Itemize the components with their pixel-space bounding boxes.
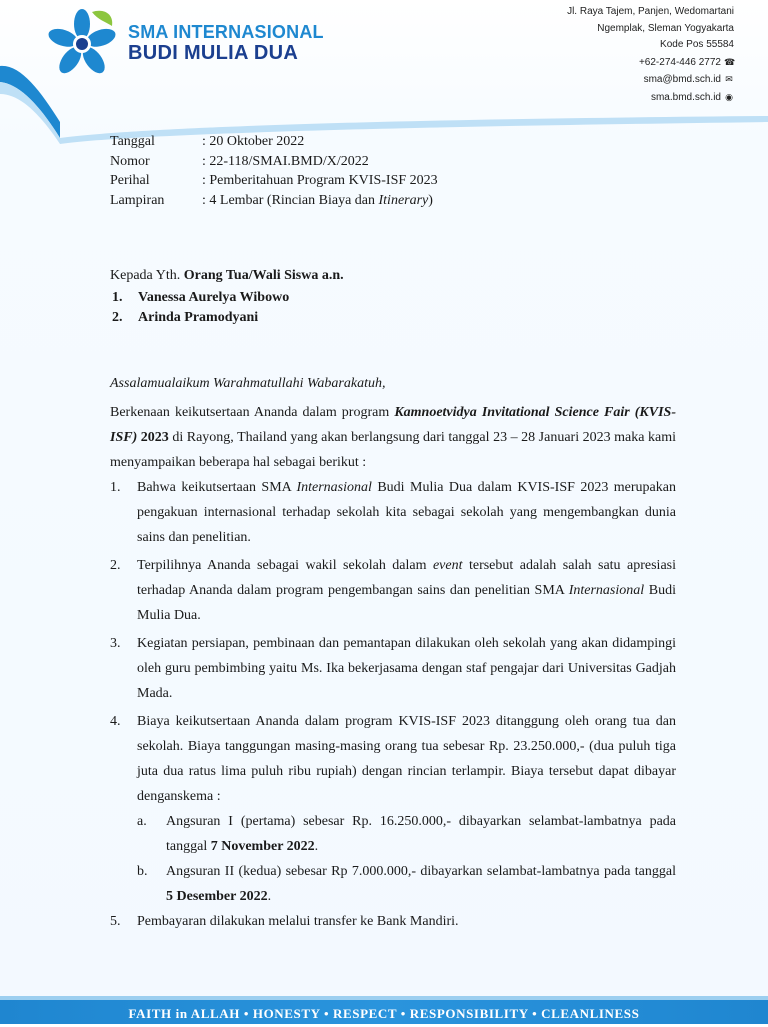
recipient-list: [112, 290, 289, 330]
email-address: sma@bmd.sch.id: [643, 74, 721, 85]
meta-label: Nomor: [110, 153, 150, 169]
letter-meta: [110, 134, 438, 212]
phone-number: +62-274-446 2772: [638, 56, 721, 68]
address-line2: Ngemplak, Sleman Yogyakarta: [597, 22, 734, 34]
mail-icon: ✉: [725, 74, 733, 84]
school-name-line2: BUDI MULIA DUA: [128, 42, 299, 64]
list-item: 5. Pembayaran dilakukan melalui transfer ke Bank Mandiri.: [110, 914, 459, 929]
school-name: [128, 22, 324, 64]
meta-value: : 22-118/SMAI.BMD/X/2022: [202, 153, 369, 169]
web-icon: ◉: [725, 91, 733, 102]
list-item: 3. Kegiatan persiapan, pembinaan dan pemantapan dilakukan oleh sekolah yang akan didampingi oleh guru pembimbing yaitu Ms. Ika bekerjasama dengan staf pengajar dari Universitas Gadjah Mada.: [110, 636, 676, 701]
meta-value: : 20 Oktober 2022: [202, 134, 305, 149]
phone-icon: ☎: [724, 56, 736, 67]
intro-paragraph: Berkenaan keikutsertaan Ananda dalam program Kamnoetvidya Invitational Science Fair (KVIS-ISF) 2023 di Rayong, Thailand yang akan berlangsung dari tanggal 23 – 28 Januari 2023 maka kami menyampaikan beberapa hal sebagai berikut :: [110, 405, 677, 470]
school-name-line1: SMA INTERNASIONAL: [128, 22, 324, 42]
meta-label: Perihal: [110, 173, 150, 188]
meta-value: : 4 Lembar (Rincian Biaya dan Itinerary): [202, 192, 433, 208]
meta-value: : Pemberitahuan Program KVIS-ISF 2023: [202, 173, 438, 188]
list-item: 1. Bahwa keikutsertaan SMA Internasional Budi Mulia Dua dalam KVIS-ISF 2023 merupakan pengakuan internasional terhadap sekolah kita sebagai sekolah yang mengembangkan dunia sains dan penelitian.: [110, 480, 676, 545]
meta-row-attachment: [110, 193, 438, 213]
meta-row-date: [110, 134, 438, 154]
letter-body: [110, 400, 676, 934]
list-item: 2. Arinda Pramodyani: [112, 310, 259, 325]
postal-code: Kode Pos 55584: [660, 39, 734, 50]
list-item: 1. Vanessa Aurelya Wibowo: [112, 290, 290, 305]
footer-values: FAITH in ALLAH • HONESTY • RESPECT • RESPONSIBILITY • CLEANLINESS: [0, 1000, 768, 1024]
greeting: Assalamualaikum Warahmatullahi Wabarakatuh,: [110, 376, 386, 391]
list-item: b. Angsuran II (kedua) sebesar Rp 7.000.000,- dibayarkan selambat-lambatnya pada tanggal 5 Desember 2022.: [137, 864, 676, 904]
meta-row-subject: [110, 173, 438, 193]
address-line1: Jl. Raya Tajem, Panjen, Wedomartani: [567, 6, 734, 17]
meta-label: Tanggal: [110, 134, 155, 149]
list-item: 2. Terpilihnya Ananda sebagai wakil sekolah dalam event tersebut adalah salah satu apresiasi terhadap Ananda dalam program pengembangan sains dan penelitian SMA Internasional Budi Mulia Dua.: [110, 558, 676, 623]
meta-label: Lampiran: [110, 192, 165, 208]
list-item: a. Angsuran I (pertama) sebesar Rp. 16.250.000,- dibayarkan selambat-lambatnya pada tanggal 7 November 2022.: [137, 814, 676, 854]
website-url: sma.bmd.sch.id: [650, 91, 721, 103]
list-item: 4. Biaya keikutsertaan Ananda dalam program KVIS-ISF 2023 ditanggung oleh orang tua dan sekolah. Biaya tanggungan masing-masing orang tua sebesar Rp. 23.250.000,- (dua puluh tiga juta dua ratus lima puluh ribu rupiah) dengan rincian terlampir. Biaya tersebut dapat dibayar denganskema :: [110, 714, 676, 804]
addressee: Kepada Yth. Orang Tua/Wali Siswa a.n.: [110, 268, 344, 283]
meta-row-number: [110, 154, 438, 174]
